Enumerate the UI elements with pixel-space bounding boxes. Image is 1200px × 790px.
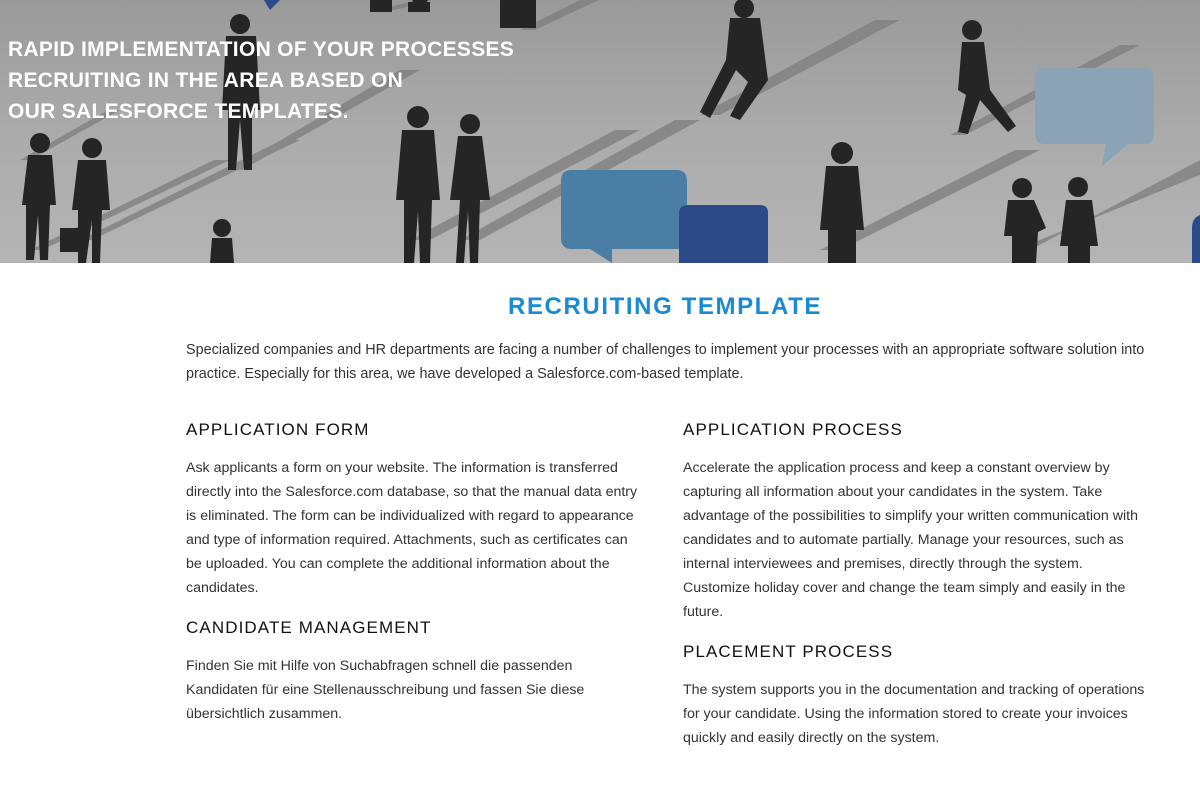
speech-bubble-top-tip	[264, 0, 280, 10]
hero-headline	[8, 34, 514, 127]
section-heading: PLACEMENT PROCESS	[683, 642, 894, 661]
speech-bubble-dark	[679, 205, 768, 263]
hero-banner	[0, 0, 1200, 263]
section-text: Finden Sie mit Hilfe von Suchabfragen schnell die passenden Kandidaten für eine Stellenausschreibung und fassen Sie diese übersichtlich zusammen.	[186, 658, 585, 722]
page-title: RECRUITING TEMPLATE	[508, 293, 822, 320]
section-application-process	[683, 418, 1153, 624]
section-text: The system supports you in the documentation and tracking of operations for your candidate. Using the information stored to create your invoices quickly and easily directly on the system.	[683, 682, 1145, 746]
section-text: Accelerate the application process and keep a constant overview by capturing all information about your candidates in the system. Take advantage of the possibilities to simplify your written communication with candidates and to automate partially. Manage your resources, such as internal interviewees and premises, directly through the system. Customize holiday cover and change the team simply and easily in the future.	[683, 460, 1138, 620]
section-text: Ask applicants a form on your website. The information is transferred directly into the Salesforce.com database, so that the manual data entry is eliminated. The form can be individualized with regard to appearance and type of information required. Attachments, such as certificates can be uploaded. You can complete the additional information about the candidates.	[186, 460, 638, 596]
section-heading: APPLICATION PROCESS	[683, 420, 903, 439]
hero-line: OUR SALESFORCE TEMPLATES.	[8, 100, 349, 123]
intro-paragraph: Specialized companies and HR departments are facing a number of challenges to implement your processes with an appropriate software solution into practice. Especially for this area, we have developed a Salesforce.com-based template.	[186, 342, 1145, 382]
section-heading: APPLICATION FORM	[186, 420, 370, 439]
section-application-form	[186, 418, 646, 600]
hero-line: RAPID IMPLEMENTATION OF YOUR PROCESSES	[8, 38, 515, 61]
left-column	[186, 418, 646, 742]
speech-bubble-pale	[1035, 68, 1154, 166]
section-placement-process	[683, 640, 1153, 750]
section-candidate-management	[186, 616, 646, 726]
right-column	[683, 418, 1153, 766]
speech-bubble-light	[561, 170, 687, 263]
speech-bubble-edge	[1192, 215, 1200, 263]
hero-line: RECRUITING IN THE AREA BASED ON	[8, 69, 404, 92]
section-heading: CANDIDATE MANAGEMENT	[186, 618, 432, 637]
